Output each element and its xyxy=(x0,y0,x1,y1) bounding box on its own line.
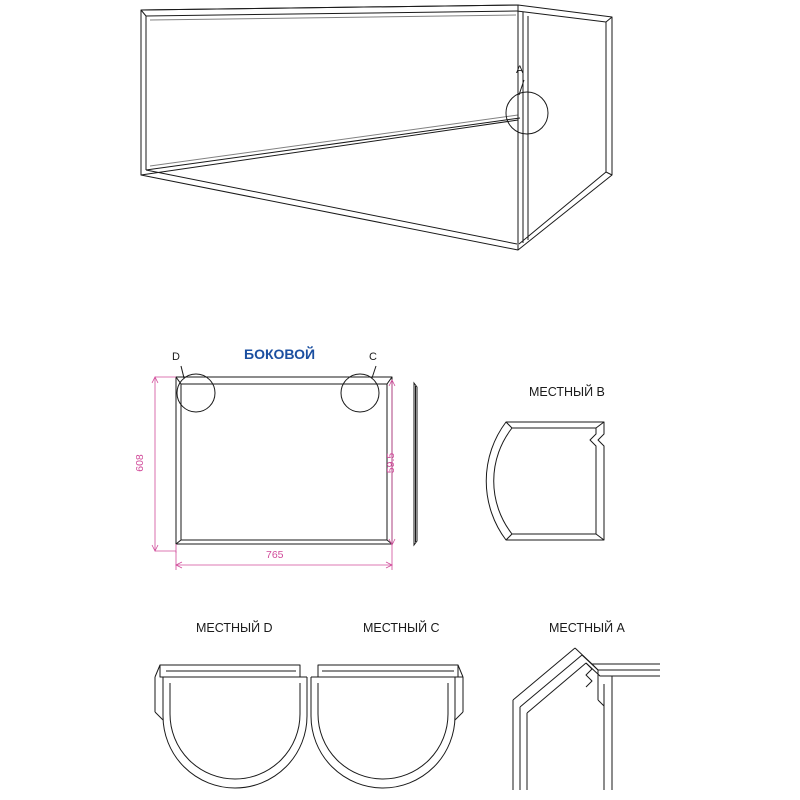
callout-circle-a xyxy=(506,80,548,134)
front-elevation-view xyxy=(176,377,392,544)
dimension-width-bottom: 765 xyxy=(266,549,284,561)
dimension-lines xyxy=(152,377,398,570)
callout-label-a: A xyxy=(516,64,524,76)
local-view-d-geometry xyxy=(155,665,307,788)
local-view-b-label: МЕСТНЫЙ B xyxy=(529,385,605,399)
callout-label-c: C xyxy=(369,351,377,363)
edge-profile-view xyxy=(414,383,417,545)
dimension-height-left: 608 xyxy=(133,454,146,472)
local-view-d-label: МЕСТНЫЙ D xyxy=(196,621,273,635)
local-view-a-label: МЕСТНЫЙ A xyxy=(549,621,625,635)
local-view-a-geometry xyxy=(513,648,660,790)
isometric-panel-view xyxy=(141,5,612,250)
callout-circle-d xyxy=(177,366,215,412)
callout-circle-c xyxy=(341,366,379,412)
dimension-height-right: 59.5 xyxy=(385,452,398,474)
local-view-c-geometry xyxy=(311,665,463,788)
elevation-title: БОКОВОЙ xyxy=(244,346,316,362)
local-view-b-geometry xyxy=(486,422,604,540)
callout-label-d: D xyxy=(172,351,180,363)
local-view-c-label: МЕСТНЫЙ C xyxy=(363,621,440,635)
